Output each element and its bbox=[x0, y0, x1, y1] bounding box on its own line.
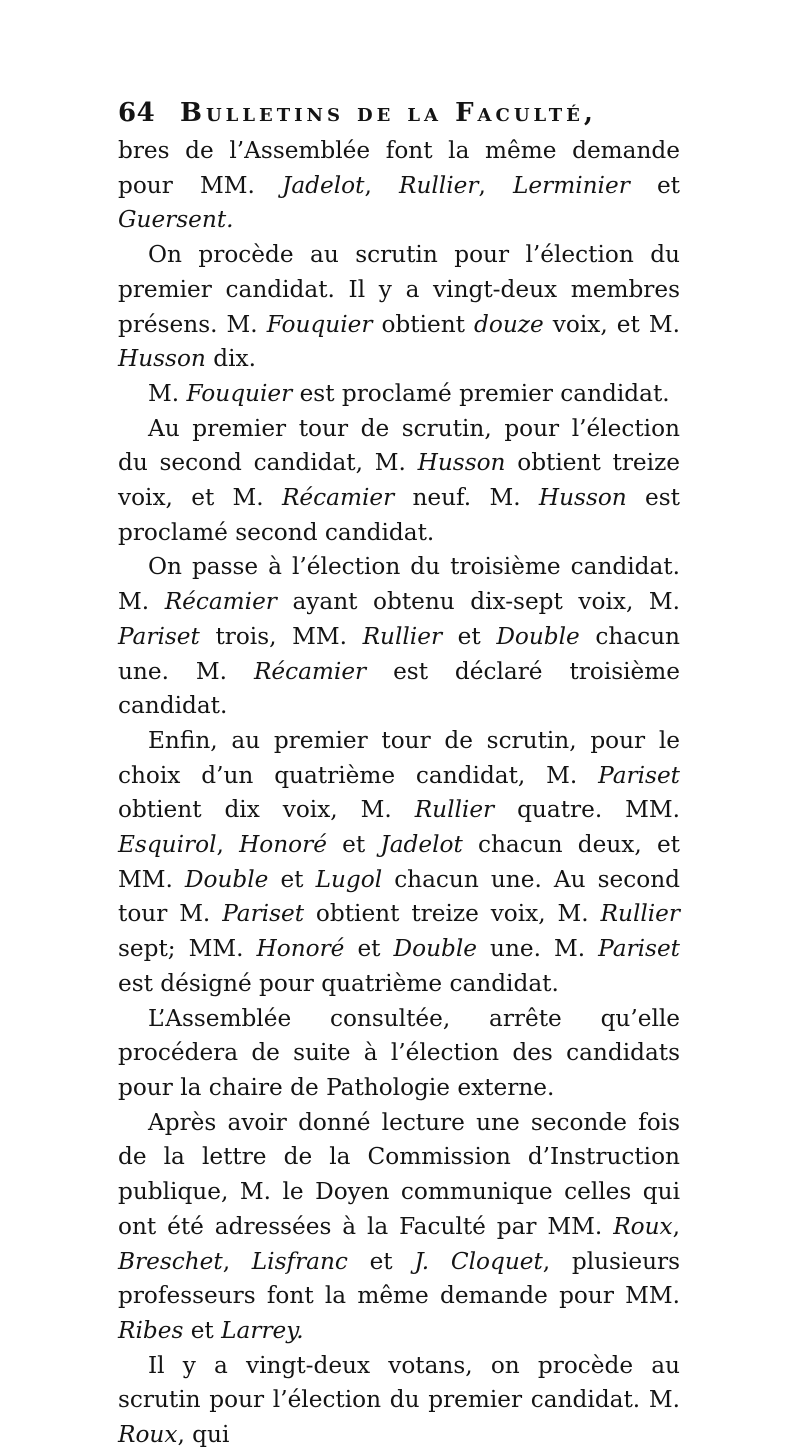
text-run: Après avoir donné lecture une seconde fois de la lettre de la Commission d’Instruction publique, M. le Doyen communique celles qui ont été adressées à la Faculté par MM. bbox=[118, 1108, 680, 1240]
text-run: , bbox=[222, 1247, 252, 1275]
paragraph bbox=[118, 238, 680, 377]
text-run: et bbox=[442, 622, 497, 650]
italic-name: Lerminier bbox=[513, 171, 630, 199]
text-run: chacun une. Au second tour M. bbox=[118, 865, 680, 928]
italic-name: Rullier bbox=[600, 900, 680, 928]
italic-name: Fouquier bbox=[186, 379, 293, 407]
italic-name: Récamier bbox=[253, 657, 367, 685]
text-run: On passe à l’élection du troisième candidat. M. bbox=[118, 553, 680, 616]
text-run: Il y a vingt-deux votans, on procède au scrutin pour l’élection du premier candidat. M. bbox=[118, 1351, 680, 1414]
text-run: bres de l’Assemblée font la même demande pour MM. bbox=[118, 137, 680, 199]
text-run: obtient bbox=[372, 310, 475, 338]
text-run: , qui bbox=[177, 1421, 230, 1449]
text-run: quatre. MM. bbox=[494, 796, 680, 824]
italic-name: Pariset bbox=[598, 935, 680, 963]
italic-name: Breschet bbox=[118, 1247, 223, 1275]
italic-name: Jadelot bbox=[282, 171, 365, 199]
page-number: 64 bbox=[118, 98, 156, 128]
italic-name: Pariset bbox=[222, 900, 305, 928]
italic-name: Honoré bbox=[256, 935, 345, 963]
italic-name: Pariset bbox=[118, 622, 200, 650]
text-run: , bbox=[216, 831, 240, 859]
italic-name: Double bbox=[393, 935, 477, 963]
text-run: obtient dix voix, M. bbox=[118, 796, 415, 824]
text-run: sept; MM. bbox=[118, 935, 257, 963]
italic-name: Roux bbox=[118, 1421, 178, 1449]
text-run: obtient treize voix, et M. bbox=[118, 449, 681, 512]
italic-name: Rullier bbox=[414, 796, 495, 824]
text-run: et bbox=[347, 1247, 415, 1275]
text-run: est désigné pour quatrième candidat. bbox=[118, 969, 559, 997]
paragraph bbox=[118, 134, 680, 238]
italic-name: Récamier bbox=[281, 484, 395, 512]
paragraph bbox=[118, 1349, 680, 1453]
paragraph bbox=[118, 724, 680, 1002]
text-run: M. bbox=[148, 379, 187, 407]
text-run: , plusieurs professeurs font la même demande pour MM. bbox=[118, 1247, 680, 1310]
text-run: et bbox=[326, 831, 381, 859]
italic-name: Roux bbox=[613, 1212, 673, 1240]
italic-name: Pariset bbox=[598, 761, 680, 789]
text-run: , bbox=[478, 171, 514, 199]
body-text bbox=[118, 134, 680, 1453]
italic-name: Récamier bbox=[164, 588, 277, 616]
text-run: obtient treize voix, M. bbox=[304, 900, 601, 928]
paragraph bbox=[118, 1002, 680, 1106]
text-run: Au premier tour de scrutin, pour l’élection du second candidat, M. bbox=[118, 414, 680, 477]
text-run: ayant obtenu dix-sept voix, M. bbox=[276, 588, 681, 616]
text-run: , bbox=[672, 1212, 680, 1240]
italic-name: Husson bbox=[538, 484, 627, 512]
text-run: dix. bbox=[205, 345, 256, 373]
paragraph bbox=[118, 377, 680, 412]
text-run: et bbox=[183, 1316, 222, 1344]
paragraph bbox=[118, 550, 680, 724]
text-run: et bbox=[344, 935, 394, 963]
text-run: L’Assemblée consultée, arrête qu’elle procédera de suite à l’élection des candidats pour la chaire de Pathologie externe. bbox=[118, 1004, 680, 1101]
text-run: chacun deux, et MM. bbox=[118, 831, 680, 893]
text-run: et bbox=[268, 865, 316, 893]
italic-name: Husson bbox=[118, 345, 206, 373]
italic-name: J. Cloquet bbox=[414, 1247, 543, 1275]
text-run: chacun une. M. bbox=[118, 622, 680, 685]
text-run: est déclaré troisième candidat. bbox=[118, 657, 680, 720]
italic-name: Lugol bbox=[315, 865, 383, 893]
italic-name: Guersent. bbox=[118, 206, 234, 234]
paragraph bbox=[118, 412, 680, 551]
text-run: , bbox=[364, 171, 399, 199]
text-run: voix, et M. bbox=[543, 310, 680, 338]
italic-name: Double bbox=[496, 622, 580, 650]
italic-name: Larrey. bbox=[221, 1316, 304, 1344]
italic-name: Jadelot bbox=[380, 831, 463, 859]
text-run: neuf. M. bbox=[394, 484, 539, 512]
running-title: Bulletins de la Faculté, bbox=[180, 98, 597, 128]
italic-name: Ribes bbox=[118, 1316, 184, 1344]
text-run: On procède au scrutin pour l’élection du premier candidat. Il y a vingt-deux membres présens. M. bbox=[118, 241, 680, 338]
italic-name: Esquirol bbox=[118, 831, 217, 859]
italic-name: Honoré bbox=[239, 831, 327, 859]
text-run: est proclamé second candidat. bbox=[118, 484, 680, 546]
italic-name: Husson bbox=[417, 449, 506, 477]
italic-name: Rullier bbox=[399, 171, 479, 199]
italic-name: Fouquier bbox=[266, 310, 373, 338]
paragraph bbox=[118, 1106, 680, 1349]
italic-name: Double bbox=[184, 865, 269, 893]
text-run: est proclamé premier candidat. bbox=[292, 379, 670, 407]
text-run: Enfin, au premier tour de scrutin, pour le choix d’un quatrième candidat, M. bbox=[118, 726, 680, 789]
italic-name: Rullier bbox=[362, 622, 443, 650]
text-run: une. M. bbox=[476, 935, 599, 963]
text-run: et bbox=[629, 171, 681, 199]
italic-name: Lisfranc bbox=[251, 1247, 348, 1275]
page-header bbox=[118, 98, 678, 138]
text-run: trois, MM. bbox=[199, 622, 363, 650]
italic-name: douze bbox=[474, 310, 544, 338]
